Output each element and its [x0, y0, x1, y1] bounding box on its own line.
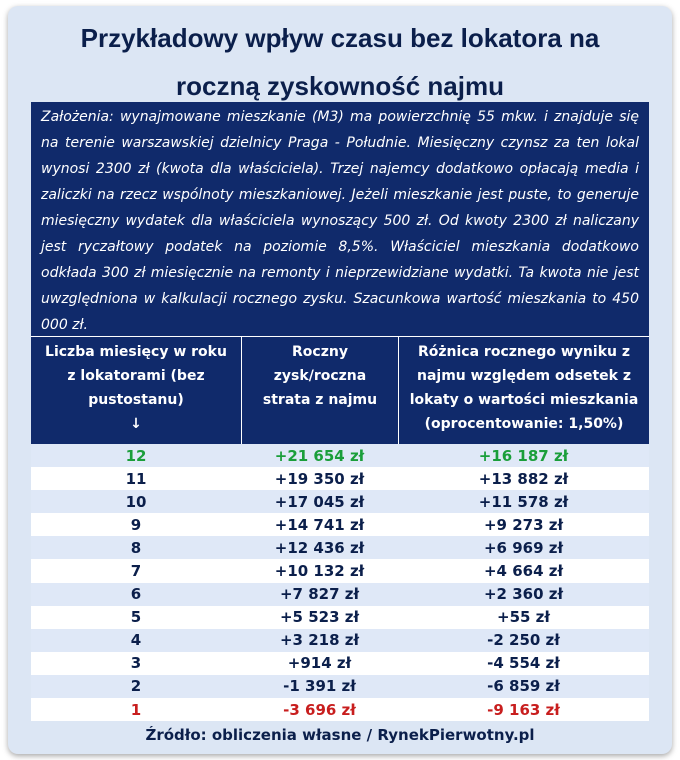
table-row [31, 583, 649, 606]
cell-difference: +16 187 zł [478, 446, 569, 465]
cell-annual-result: +12 436 zł [274, 538, 365, 557]
cell-months: 1 [130, 700, 142, 719]
cell-difference: -9 163 zł [487, 700, 560, 719]
cell-difference: +55 zł [497, 608, 550, 627]
table-row [31, 606, 649, 629]
table-row [31, 675, 649, 698]
table-row [31, 444, 649, 467]
chart-title [8, 14, 672, 110]
cell-months: 9 [130, 515, 142, 534]
cell-difference: -2 250 zł [487, 631, 560, 650]
table-row [31, 629, 649, 652]
cell-annual-result: -3 696 zł [283, 700, 356, 719]
header-line: najmu względem odsetek z [416, 368, 631, 384]
table-row [31, 513, 649, 536]
cell-annual-result: +7 827 zł [279, 585, 360, 604]
down-arrow-icon: ↓ [130, 416, 142, 432]
cell-months: 10 [125, 492, 147, 511]
cell-difference: -6 859 zł [487, 677, 560, 696]
cell-annual-result: +3 218 zł [279, 631, 360, 650]
cell-difference: +4 664 zł [483, 562, 564, 581]
table-row [31, 559, 649, 582]
cell-annual-result: +10 132 zł [274, 562, 365, 581]
header-line: Liczba miesięcy w roku [45, 344, 227, 360]
cell-difference: +9 273 zł [483, 515, 564, 534]
header-difference-vs-deposit [398, 336, 649, 444]
table-row [31, 467, 649, 490]
table-body [31, 444, 649, 721]
cell-months: 7 [130, 562, 142, 581]
header-line: strata z najmu [262, 392, 378, 408]
header-line: pustostanu) [88, 392, 184, 408]
assumptions-box: Założenia: wynajmowane mieszkanie (M3) ma powierzchnię 55 mkw. i znajduje się na terenie warszawskiej dzielnicy Praga - Południe. Miesięczny czynsz za ten lokal wynosi 2300 zł (kwota dla właściciela). Trzej najemcy dodatkowo opłacają media i zaliczki na rzecz wspólnoty mieszkaniowej. Jeżeli mieszkanie jest puste, to generuje miesięczny wydatek dla właściciela wynoszący 500 zł. Od kwoty 2300 zł naliczany jest ryczałtowy podatek na poziomie 8,5%. Właściciel mieszkania dodatkowo odkłada 300 zł miesięcznie na remonty i nieprzewidziane wydatki. Ta kwota nie jest uwzględniona w kalkulacji rocznego zysku. Szacunkowa wartość mieszkania to 450 000 zł. [31, 102, 649, 336]
cell-months: 8 [130, 538, 142, 557]
cell-annual-result: +19 350 zł [274, 469, 365, 488]
header-line: zysk/roczna [273, 368, 367, 384]
header-line: lokaty o wartości mieszkania [409, 392, 639, 408]
title-line-1: Przykładowy wpływ czasu bez lokatora na [80, 23, 600, 53]
cell-months: 2 [130, 677, 142, 696]
cell-annual-result: +914 zł [287, 654, 352, 673]
title-line-2: roczną zyskowność najmu [176, 71, 504, 101]
table-row [31, 536, 649, 559]
table-row [31, 652, 649, 675]
source-note: Źródło: obliczenia własne / RynekPierwotny.pl [145, 726, 535, 744]
header-annual-profit-loss [241, 336, 398, 444]
cell-months: 11 [125, 469, 147, 488]
cell-annual-result: +5 523 zł [279, 608, 360, 627]
header-months-with-tenants [31, 336, 241, 444]
cell-months: 5 [130, 608, 142, 627]
table-row [31, 698, 649, 721]
cell-annual-result: +17 045 zł [274, 492, 365, 511]
cell-months: 6 [130, 585, 142, 604]
header-line: Różnica rocznego wyniku z [417, 344, 630, 360]
cell-difference: +11 578 zł [478, 492, 569, 511]
cell-annual-result: +14 741 zł [274, 515, 365, 534]
cell-annual-result: +21 654 zł [274, 446, 365, 465]
cell-difference: -4 554 zł [487, 654, 560, 673]
cell-months: 4 [130, 631, 142, 650]
table-row [31, 490, 649, 513]
cell-months: 12 [125, 446, 147, 465]
infographic-card [8, 6, 672, 754]
cell-difference: +2 360 zł [483, 585, 564, 604]
header-line: (oprocentowanie: 1,50%) [424, 416, 624, 432]
cell-months: 3 [130, 654, 142, 673]
cell-difference: +6 969 zł [483, 538, 564, 557]
cell-annual-result: -1 391 zł [283, 677, 356, 696]
header-line: Roczny [292, 344, 348, 360]
cell-difference: +13 882 zł [478, 469, 569, 488]
table-header [31, 336, 649, 444]
header-line: z lokatorami (bez [67, 368, 205, 384]
